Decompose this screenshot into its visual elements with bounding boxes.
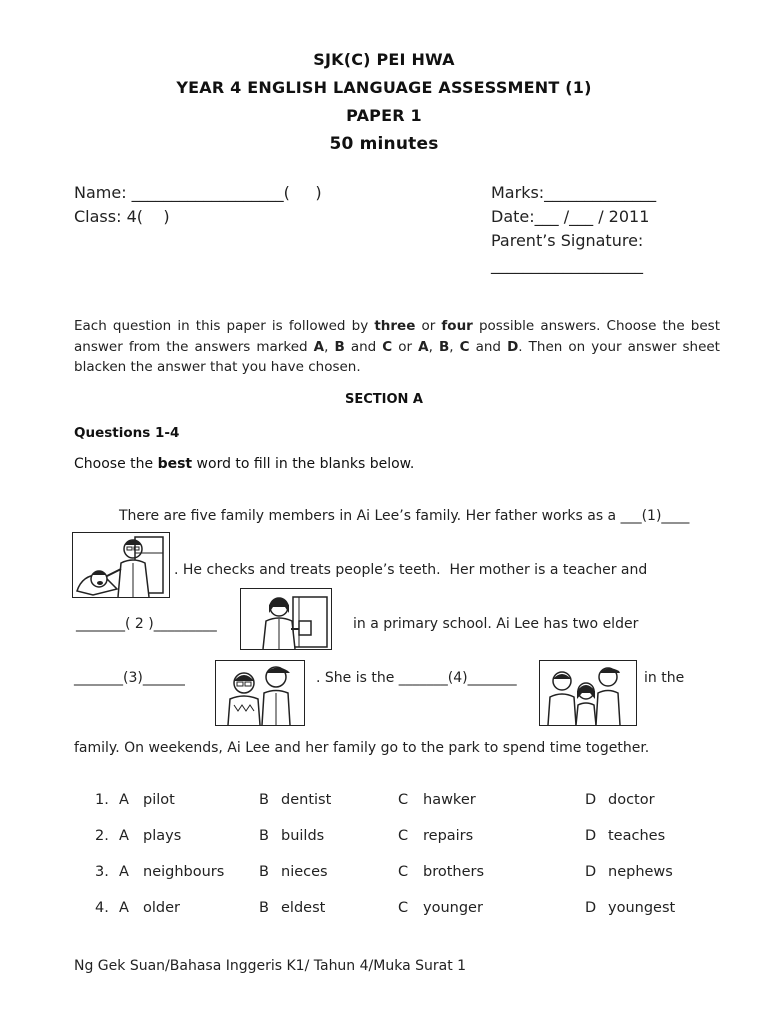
blank-3: _______(3)______ — [74, 670, 185, 686]
passage-line-5: family. On weekends, Ai Lee and her family go to the park to spend time together. — [74, 740, 650, 756]
teacher-picture — [240, 588, 332, 650]
passage-line-1: There are five family members in Ai Lee’s family. Her father works as a ___(1)____ — [119, 508, 690, 524]
passage-line-2: . He checks and treats people’s teeth. Her mother is a teacher and — [174, 562, 648, 578]
page-footer: Ng Gek Suan/Bahasa Inggeris K1/ Tahun 4/Muka Surat 1 — [74, 958, 467, 974]
paper-number: PAPER 1 — [346, 106, 422, 125]
passage-line-3: in a primary school. Ai Lee has two elder — [353, 616, 639, 632]
questions-heading: Questions 1-4 — [74, 425, 180, 441]
duration: 50 minutes — [329, 134, 439, 154]
dentist-picture — [72, 532, 170, 598]
sister-picture — [539, 660, 637, 726]
passage-line-4: . She is the _______(4)_______ — [316, 670, 517, 686]
blank-2: _______( 2 )_________ — [76, 616, 217, 632]
brothers-picture — [215, 660, 305, 726]
section-title: SECTION A — [344, 392, 423, 407]
school-name: SJK(C) PEI HWA — [313, 50, 455, 69]
name-field: Name: ___________________( ) — [74, 183, 322, 202]
student-info — [74, 181, 322, 229]
date-field: Date:___ /___ / 2011 — [491, 207, 650, 226]
marks-info — [491, 181, 656, 277]
document-header — [0, 46, 768, 158]
marks-field: Marks:______________ — [491, 183, 657, 202]
class-field: Class: 4( ) — [74, 207, 170, 226]
choose-instruction: Choose the best word to fill in the blanks below. — [74, 456, 415, 472]
passage-line-4-end: in the — [644, 670, 685, 686]
instructions: Each question in this paper is followed by three or four possible answers. Choose the best answer from the answers marked A, B and C or A, B, C and D. Then on your answer sheet blacken the answer that you have chosen. — [74, 318, 720, 375]
signature-line: ___________________ — [491, 255, 643, 274]
assessment-title: YEAR 4 ENGLISH LANGUAGE ASSESSMENT (1) — [176, 78, 592, 97]
signature-label: Parent’s Signature: — [491, 231, 644, 250]
